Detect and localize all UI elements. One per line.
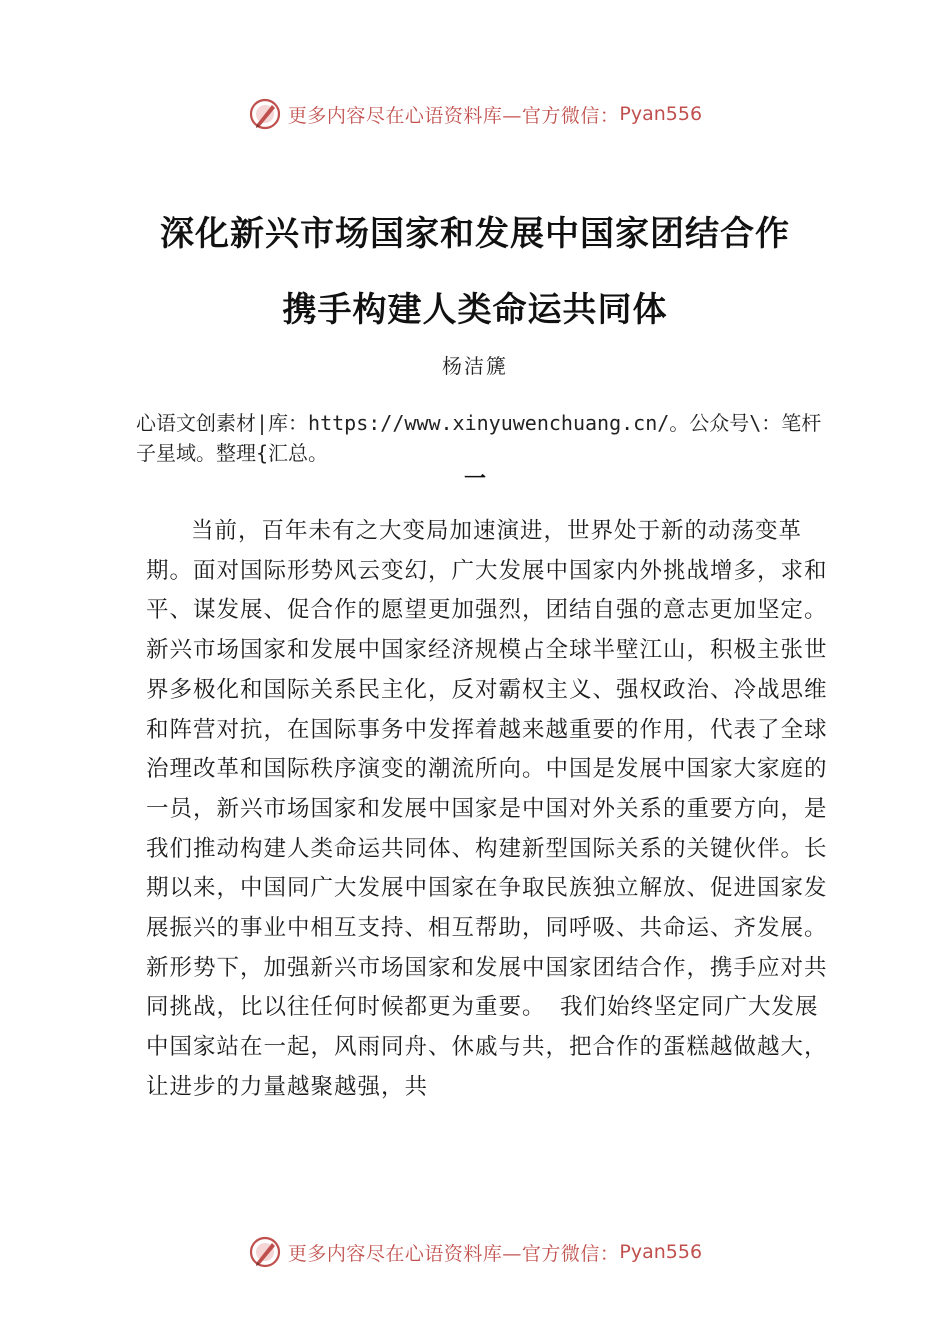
watermark-wechat-id: Pyan556 bbox=[619, 1241, 703, 1263]
watermark-text: 更多内容尽在心语资料库—官方微信： bbox=[287, 104, 620, 127]
body-paragraph: 当前，百年未有之大变局加速演进，世界处于新的动荡变革期。面对国际形势风云变幻，广大发展中国家内外挑战增多，求和平、谋发展、促合作的愿望更加强烈，团结自强的意志更加坚定。新兴市场国家和发展中国家经济规模占全球半壁江山，积极主张世界多极化和国际关系民主化，反对霸权主义、强权政治、冷战思维和阵营对抗，在国际事务中发挥着越来越重要的作用，代表了全球治理改革和国际秩序演变的潮流所向。中国是发展中国家大家庭的一员，新兴市场国家和发展中国家是中国对外关系的重要方向，是我们推动构建人类命运共同体、构建新型国际关系的关键伙伴。长期以来，中国同广大发展中国家在争取民族独立解放、促进国家发展振兴的事业中相互支持、相互帮助，同呼吸、共命运、齐发展。新形势下，加强新兴市场国家和发展中国家团结合作，携手应对共同挑战，比以往任何时候都更为重要。 我们始终坚定同广大发展中国家站在一起，风雨同舟、休戚与共，把合作的蛋糕越做越大，让进步的力量越聚越强，共 bbox=[146, 518, 828, 1100]
pen-logo-icon bbox=[248, 1235, 282, 1269]
document-title-line-1: 深化新兴市场国家和发展中国家团结合作 bbox=[160, 214, 790, 254]
footer-watermark bbox=[0, 1232, 950, 1272]
promo-text: 心语文创素材|库：https://www.xinyuwenchuang.cn/。公众号\：笔杆子星域。整理{汇总。 bbox=[136, 411, 822, 465]
section-number: 一 bbox=[463, 466, 486, 492]
pen-logo-icon bbox=[248, 97, 282, 131]
watermark-wechat-id: Pyan556 bbox=[619, 103, 703, 125]
header-watermark bbox=[0, 94, 950, 134]
watermark-text: 更多内容尽在心语资料库—官方微信： bbox=[287, 1242, 620, 1265]
document-title-line-2: 携手构建人类命运共同体 bbox=[282, 290, 668, 330]
document-author: 杨洁篪 bbox=[442, 354, 508, 378]
